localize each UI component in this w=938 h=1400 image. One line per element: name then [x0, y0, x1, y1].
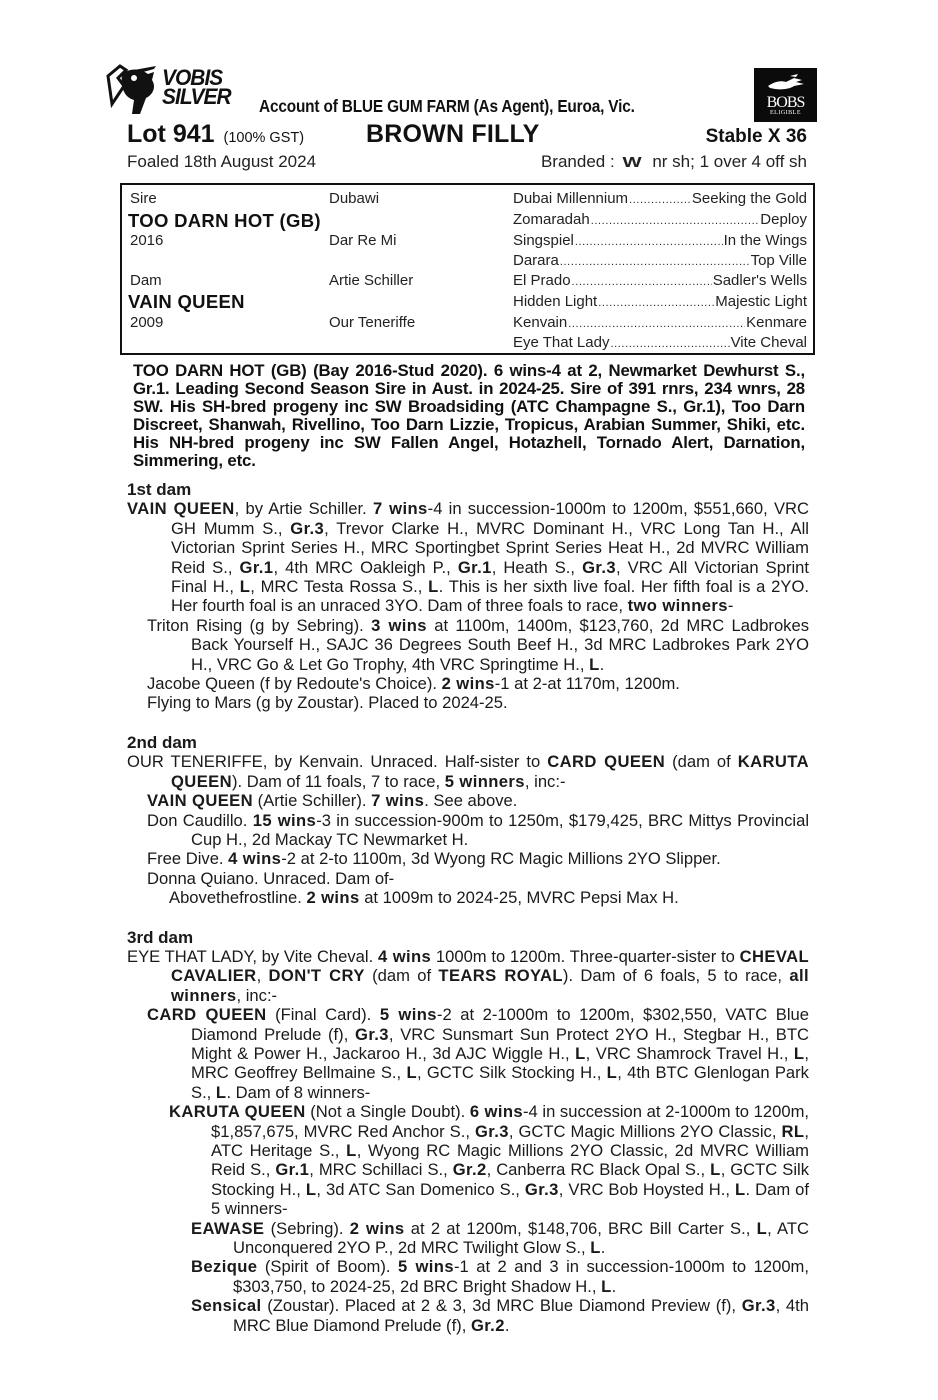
text: , MRC Geoffrey Bellmaine S., [191, 1043, 809, 1083]
text: . [600, 1238, 606, 1258]
grand-progeny-entry [127, 888, 809, 907]
text: , 4th MRC Blue Diamond Prelude (f), [233, 1296, 809, 1335]
branded-label: Branded : [540, 152, 615, 171]
race-grade: Gr.3 [474, 1121, 509, 1141]
sire-name: TOO DARN HOT (GB) [128, 210, 321, 231]
first-dam-entry [127, 499, 809, 615]
ancestor-left: Singspiel [513, 232, 574, 249]
great-grand-progeny-entry [127, 1257, 809, 1296]
horse-name: KARUTA QUEEN [171, 752, 809, 791]
text: ). Dam of 6 foals, 5 to race, [562, 966, 790, 986]
text: . [599, 654, 605, 674]
ancestor-row [513, 232, 807, 249]
sire-year: 2016 [130, 232, 164, 249]
ancestor-right: Top Ville [750, 252, 807, 269]
dam-label: Dam [130, 272, 162, 289]
ancestor-left: Darara [513, 252, 559, 269]
progeny-name: Free Dive. [147, 849, 229, 869]
race-grade: L [793, 1043, 805, 1063]
ancestor-right: Kenmare [746, 314, 807, 331]
text: -2 at 2-to 1100m, 3d Wyong RC Magic Millions 2YO Slipper. [281, 849, 721, 869]
text: - [727, 596, 734, 616]
dam-name: VAIN QUEEN [127, 499, 235, 519]
ancestor-row [513, 190, 807, 207]
race-grade: Gr.3 [290, 518, 325, 538]
leader-dots [568, 314, 745, 331]
text: (Final Card). [266, 1005, 380, 1025]
spacer [127, 713, 809, 733]
text: (Not a Single Doubt). [305, 1102, 470, 1122]
winners: 5 winners [444, 771, 525, 791]
stable-location: Stable X 36 [705, 126, 807, 147]
wins: 2 wins [349, 1218, 405, 1238]
text: -1 at 2-at 1170m, 1200m. [494, 674, 680, 694]
bobs-horse-icon [766, 72, 806, 94]
race-grade: Gr.1 [457, 557, 492, 577]
race-grade: RL [781, 1121, 805, 1141]
leader-dots [629, 190, 691, 207]
horse-rider-icon [104, 64, 160, 116]
text: , Wyong RC Magic Millions 2YO Classic, 2d MVRC William Reid S., [211, 1141, 809, 1180]
ancestor-left: Zomaradah [513, 211, 590, 228]
race-grade: L [346, 1141, 357, 1160]
race-grade: Gr.2 [470, 1315, 505, 1335]
logo-line2: SILVER [162, 84, 231, 109]
race-grade: Gr.3 [582, 557, 616, 577]
wins: 2 wins [441, 674, 495, 694]
gst-note: (100% GST) [223, 130, 305, 146]
text: , inc:- [524, 771, 566, 791]
ancestor-right: Seeking the Gold [691, 190, 807, 207]
ancestor-right: Majestic Light [715, 293, 807, 310]
race-grade: Gr.1 [275, 1160, 310, 1180]
spacer [127, 908, 809, 928]
ancestor-left: Eye That Lady [513, 334, 610, 351]
text: -4 in succession-1000m to 1200m, $551,660, VRC GH Mumm S., [171, 499, 809, 538]
horse-name: CHEVAL CAVALIER [171, 946, 809, 986]
progeny-entry [127, 616, 809, 674]
text: , VRC Shamrock Travel H., [585, 1043, 794, 1063]
horse-name: CARD QUEEN [547, 752, 666, 772]
text: , VRC All Victorian Sprint Final H., [171, 557, 809, 597]
progeny-name: Bezique [191, 1257, 258, 1277]
progeny-name: EAWASE [191, 1218, 265, 1238]
ancestor-right: Vite Cheval [730, 334, 807, 351]
ancestor-row [513, 252, 807, 269]
race-grade: Gr.1 [239, 557, 274, 577]
progeny-name: Triton Rising (g by Sebring). [147, 615, 372, 635]
ancestor-left: El Prado [513, 272, 571, 289]
ancestor-right: Deploy [760, 211, 807, 228]
progeny-entry [127, 1005, 809, 1102]
race-grade: L [606, 1063, 618, 1083]
text: OUR TENERIFFE, by Kenvain. Unraced. Half-sister to [127, 752, 548, 772]
leader-dots [591, 211, 760, 228]
race-grade: L [601, 1276, 612, 1296]
great-grand-progeny-entry [127, 1219, 809, 1258]
text: . Dam of 8 winners- [226, 1082, 371, 1102]
dam-sire: Artie Schiller [329, 272, 414, 289]
horse-description: BROWN FILLY [366, 120, 540, 148]
text: . This is her sixth live foal. Her fifth foal is a 2YO. Her fourth foal is an unraced 3YO. Dam of three foals to race, [171, 577, 809, 616]
text: (Spirit of Boom). [257, 1257, 398, 1277]
progeny-name: Sensical [191, 1296, 262, 1316]
vendor-account: Account of BLUE GUM FARM (As Agent), Euroa, Vic. [259, 96, 635, 116]
third-dam-entry [127, 947, 809, 1005]
vobis-silver-logo [104, 64, 239, 116]
text: EYE THAT LADY, by Vite Cheval. [127, 946, 378, 966]
leader-dots [575, 232, 723, 249]
progeny-name: CARD QUEEN [147, 1005, 267, 1025]
race-grade: Gr.2 [452, 1160, 487, 1180]
bobs-eligible-badge [754, 68, 817, 122]
lot-label: Lot 941 [127, 120, 215, 148]
text: , 3d ATC San Domenico S., [316, 1179, 525, 1199]
wins: 7 wins [371, 791, 425, 811]
progeny-name: Donna Quiano. Unraced. Dam of- [147, 868, 395, 888]
text: , Trevor Clarke H., MVRC Dominant H., VRC Long Tan H., All Victorian Sprint Series H., MRC Sportingbet Sprint Series Heat H., 2d MVRC William Reid S., [171, 518, 809, 577]
pedigree-table [120, 183, 815, 355]
ancestor-left: Hidden Light [513, 293, 598, 310]
text: , GCTC Magic Millions 2YO Classic, [508, 1121, 782, 1141]
race-grade: L [756, 1218, 768, 1238]
progeny-name: VAIN QUEEN [147, 791, 254, 811]
foaled-date: Foaled 18th August 2024 [127, 152, 317, 171]
badge-line1: BOBS [766, 94, 805, 111]
race-grade: L [239, 577, 251, 597]
text: , 4th MRC Oakleigh P., [273, 557, 458, 577]
text: , by Artie Schiller. [234, 499, 373, 519]
text: (dam of [665, 752, 738, 772]
leader-dots [610, 334, 729, 351]
race-grade: L [575, 1043, 586, 1063]
text: , MRC Schillaci S., [309, 1160, 453, 1180]
sire-label: Sire [130, 190, 157, 207]
text: . See above. [424, 791, 518, 811]
text: (Sebring). [264, 1218, 350, 1238]
progeny-entry [127, 693, 809, 712]
race-grade: L [428, 577, 439, 597]
ancestor-right: Sadler's Wells [712, 272, 807, 289]
dam-name: VAIN QUEEN [128, 291, 245, 312]
progeny-name: Flying to Mars (g by Zoustar). Placed to 2024-25. [147, 693, 508, 713]
progeny-name: KARUTA QUEEN [169, 1102, 306, 1122]
ancestor-row [513, 272, 807, 289]
wins: 6 wins [469, 1102, 524, 1122]
wins: 5 wins [379, 1005, 437, 1025]
text: (dam of [364, 966, 439, 986]
ancestor-left: Dubai Millennium [513, 190, 629, 207]
race-grade: L [734, 1179, 746, 1199]
race-grade: L [406, 1063, 417, 1083]
wins: 3 wins [371, 615, 427, 635]
text: , GCTC Silk Stocking H., [416, 1063, 607, 1083]
winners: two winners [627, 596, 728, 616]
logo-line1: VOBIS [162, 65, 223, 90]
progeny-entry [127, 674, 809, 693]
text: , [256, 966, 269, 986]
family-section [127, 480, 809, 1335]
race-grade: Gr.3 [524, 1179, 559, 1199]
race-grade: L [215, 1082, 227, 1102]
text: ). Dam of 11 foals, 7 to race, [232, 771, 445, 791]
badge-line2: ELIGIBLE [770, 110, 801, 116]
first-dam-heading: 1st dam [127, 480, 192, 499]
dam-year: 2009 [130, 314, 164, 331]
text: -3 in succession-900m to 1250m, $179,425, BRC Mittys Provincial Cup H., 2d Mackay TC Newmarket H. [191, 810, 809, 849]
text: , 4th BTC Glenlogan Park S., [191, 1063, 809, 1102]
ancestor-row [513, 334, 807, 351]
text: , VRC Sunsmart Sun Protect 2YO H., Stegbar H., BTC Might & Power H., Jackaroo H., 3d AJC Wiggle H., [191, 1024, 809, 1063]
wins: 5 wins [397, 1257, 454, 1277]
wins: 7 wins [372, 499, 428, 519]
second-dam-heading: 2nd dam [127, 732, 197, 752]
text: , inc:- [236, 985, 278, 1005]
text: , GCTC Silk Stocking H., [211, 1160, 809, 1199]
progeny-entry [127, 869, 809, 888]
sire-dam: Dar Re Mi [329, 232, 397, 249]
wins: 15 wins [252, 810, 317, 830]
race-grade: Gr.3 [355, 1024, 389, 1044]
progeny-name: Jacobe Queen (f by Redoute's Choice). [147, 674, 442, 694]
text: (Artie Schiller). [253, 791, 372, 811]
race-grade: L [590, 1238, 601, 1258]
text: . Dam of 5 winners- [211, 1179, 809, 1219]
progeny-entry [127, 791, 809, 810]
ancestor-row [513, 293, 807, 310]
race-grade: L [305, 1179, 317, 1199]
progeny-entry [127, 849, 809, 868]
race-grade: L [589, 654, 600, 674]
lot-number [127, 120, 304, 149]
wins: 4 wins [228, 849, 282, 869]
brand-mark-icon: W [622, 154, 643, 171]
race-grade: L [710, 1160, 721, 1180]
text: , Heath S., [491, 557, 583, 577]
horse-name: DON'T CRY [268, 966, 365, 986]
third-dam-heading: 3rd dam [127, 927, 194, 947]
text: 1000m to 1200m. Three-quarter-sister to [431, 946, 740, 966]
ancestor-left: Kenvain [513, 314, 568, 331]
leader-dots [572, 272, 712, 289]
second-dam-entry [127, 752, 809, 791]
progeny-name: Don Caudillo. [147, 810, 253, 830]
leader-dots [598, 293, 714, 310]
great-grand-progeny-entry [127, 1296, 809, 1335]
text: . [611, 1276, 617, 1296]
logo-text [162, 65, 231, 109]
ancestor-row [513, 211, 807, 228]
branding [541, 152, 807, 172]
text: at 1100m, 1400m, $123,760, 2d MRC Ladbrokes Back Yourself H., SAJC 36 Degrees South Beef H., 3d MRC Ladbrokes Park 2YO H., VRC Go & Let Go Trophy, 4th VRC Springtime H., [191, 615, 810, 674]
grand-progeny-entry [127, 1102, 809, 1218]
branded-detail: nr sh; 1 over 4 off sh [652, 152, 807, 171]
text: at 2 at 1200m, $148,706, BRC Bill Carter S., [404, 1218, 757, 1238]
wins: 4 wins [377, 946, 432, 966]
text: , VRC Bob Hoysted H., [558, 1179, 735, 1199]
text: -2 at 2-1000m to 1200m, $302,550, VATC Blue Diamond Prelude (f), [191, 1005, 809, 1044]
text: , ATC Heritage S., [211, 1121, 809, 1160]
progeny-entry [127, 811, 809, 850]
sire-summary: TOO DARN HOT (GB) (Bay 2016-Stud 2020). 6 wins-4 at 2, Newmarket Dewhurst S., Gr.1. Leading Second Season Sire in Aust. in 2024-25. Sire of 391 rnrs, 234 wnrs, 28 SW. His SH-bred progeny inc SW Broadsiding (ATC Champagne S., Gr.1), Too Darn Discreet, Shanwah, Rivellino, Too Darn Lizzie, Tropicus, Arabian Summer, Shiki, etc. His NH-bred progeny inc SW Fallen Angel, Hotazhell, Tornado Alert, Darnation, Simmering, etc. [133, 361, 805, 470]
text: -1 at 2 and 3 in succession-1000m to 1200m, $303,750, to 2024-25, 2d BRC Bright Shadow H., [233, 1257, 809, 1296]
sire-sire: Dubawi [329, 190, 380, 207]
wins: 2 wins [306, 888, 360, 908]
text: , MRC Testa Rossa S., [250, 577, 429, 597]
progeny-name: Abovethefrostline. [169, 888, 307, 908]
horse-name: TEARS ROYAL [438, 966, 563, 986]
text: (Zoustar). Placed at 2 & 3, 3d MRC Blue Diamond Preview (f), [261, 1296, 742, 1316]
text: at 1009m to 2024-25, MVRC Pepsi Max H. [359, 888, 679, 908]
text: . [504, 1315, 510, 1335]
text: -4 in succession at 2-1000m to 1200m, $1,857,675, MVRC Red Anchor S., [211, 1102, 810, 1141]
ancestor-row [513, 314, 807, 331]
text: , Canberra RC Black Opal S., [486, 1160, 711, 1180]
ancestor-right: In the Wings [723, 232, 807, 249]
dam-dam: Our Teneriffe [329, 314, 416, 331]
winners: all winners [171, 966, 809, 1005]
leader-dots [560, 252, 750, 269]
race-grade: Gr.3 [741, 1296, 776, 1316]
text: , ATC Unconquered 2YO P., 2d MRC Twilight Glow S., [233, 1218, 810, 1258]
